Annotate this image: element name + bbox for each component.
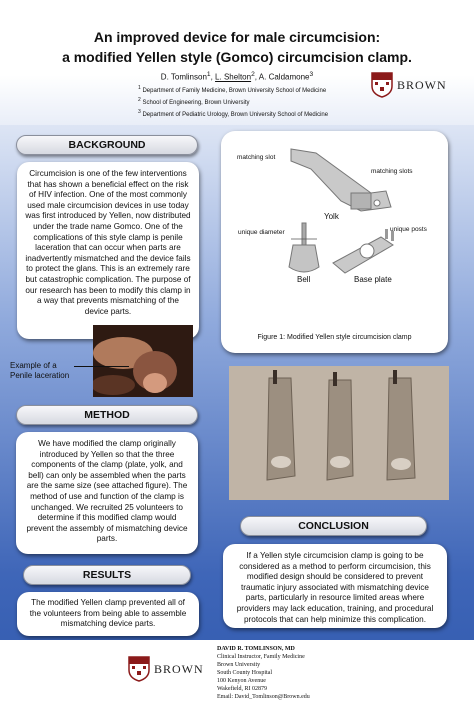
base-plate-part xyxy=(333,229,394,273)
contact-line-2: Brown University xyxy=(217,662,261,668)
email-label: Email: xyxy=(217,694,233,700)
label-unique-diameter: unique diameter xyxy=(238,229,285,236)
affiliation-2 xyxy=(138,96,328,108)
results-card xyxy=(17,592,199,636)
laceration-pointer xyxy=(74,366,129,367)
figure-card xyxy=(221,131,448,353)
author-2-sup: 2 xyxy=(251,71,255,78)
contact-name: DAVID R. TOMLINSON, MD xyxy=(217,646,295,652)
author-3: A. Caldamone xyxy=(258,72,310,82)
affiliation-3-text: Department of Pediatric Urology, Brown University School of Medicine xyxy=(142,112,329,118)
conclusion-text: If a Yellen style circumcision clamp is going to be considered as a method to perform circumcision, this modified design should be considered to prevent traumatic injury associated with mismatching device parts, particularly in resource limited areas where providers may lack education, training, and procedural protocols that can help minimize this complication. xyxy=(236,551,434,624)
affiliations xyxy=(138,84,328,120)
method-text: We have modified the clamp originally introduced by Yellen so that the three components of the clamp (plate, yolk, and bell) can only be assembled when the parts are the same size (see attached figure). The method of use and function of the clamp is unchanged. We recruited 25 volunteers to determine if this modified clamp would prevent the assembly of mismatching device parts. xyxy=(26,439,188,544)
contact-email-row xyxy=(217,693,310,701)
affiliation-2-sup: 2 xyxy=(138,97,141,103)
affiliation-1 xyxy=(138,84,328,96)
label-base-plate: Base plate xyxy=(354,275,392,284)
contact-line-3: South County Hospital xyxy=(217,670,273,676)
label-unique-posts: unique posts xyxy=(390,226,427,233)
footer-brown-wordmark: BROWN xyxy=(154,661,204,676)
clamp-photo xyxy=(229,366,449,500)
bell-part xyxy=(289,223,319,272)
laceration-photo xyxy=(93,325,193,397)
email-address[interactable]: David_Tomlinson@Brown.edu xyxy=(234,694,310,700)
label-matching-slots: matching slots xyxy=(371,168,413,175)
brown-logo xyxy=(371,72,447,98)
affiliation-3 xyxy=(138,108,328,120)
label-bell: Bell xyxy=(297,275,311,284)
conclusion-heading: CONCLUSION xyxy=(240,516,427,536)
brown-shield-icon xyxy=(371,72,393,98)
laceration-image xyxy=(93,325,193,397)
brown-wordmark: BROWN xyxy=(397,77,447,92)
title-line-1: An improved device for male circumcision: xyxy=(93,29,381,45)
author-3-sup: 3 xyxy=(309,71,314,78)
background-heading: BACKGROUND xyxy=(16,135,198,155)
method-heading: METHOD xyxy=(16,405,198,425)
affiliation-2-text: School of Engineering, Brown University xyxy=(142,100,250,106)
contact-line-1: Clinical Instructor, Family Medicine xyxy=(217,654,305,660)
footer-brown-logo xyxy=(128,656,204,682)
affiliation-1-sup: 1 xyxy=(138,85,141,91)
figure-caption: Figure 1: Modified Yellen style circumcision clamp xyxy=(257,334,412,341)
clamps-image xyxy=(229,366,449,500)
author-list: D. Tomlinson$^1$, L. Shelton$^2$, A. Caldamone$^3$ xyxy=(160,71,314,82)
results-text: The modified Yellen clamp prevented all of the volunteers from being able to assemble mismatching device parts. xyxy=(29,598,187,629)
affiliation-1-text: Department of Family Medicine, Brown University School of Medicine xyxy=(142,88,327,94)
affiliation-3-sup: 3 xyxy=(138,109,141,115)
method-card xyxy=(16,432,198,554)
label-yolk: Yolk xyxy=(324,212,339,221)
contact-line-5: Wakefield, RI 02879 xyxy=(217,686,268,692)
author-2: L. Shelton xyxy=(215,72,252,82)
title-line-2: a modified Yellen style (Gomco) circumcision clamp. xyxy=(62,49,412,65)
yolk-part xyxy=(291,149,391,211)
background-text: Circumcision is one of the few interventions that has shown a beneficial effect on the risk of HIV infection. One of the most commonly used male circumcision devices in use today was first introduced by Yellen, now distributed under the trade name Gomco. One of the complications of this style clamp is penile laceration that can occur when parts are inadvertently mismatched and the device fails to protect the glans. This is an extremely rare but catastrophic complication. The purpose of our research has been to modify this clamp in a way that prevents mismatching of the device parts. xyxy=(25,169,191,316)
contact-block xyxy=(217,645,310,701)
conclusion-card xyxy=(223,544,447,628)
poster-title xyxy=(0,27,474,67)
footer-brown-shield-icon xyxy=(128,656,150,682)
background-card xyxy=(17,162,199,339)
contact-line-4: 100 Kenyon Avenue xyxy=(217,678,266,684)
laceration-label: Example of a Penile laceration xyxy=(10,361,70,380)
author-1: D. Tomlinson xyxy=(160,72,207,82)
author-1-sup: 1 xyxy=(206,71,211,78)
label-matching-slot: matching slot xyxy=(237,154,276,161)
results-heading: RESULTS xyxy=(23,565,191,585)
